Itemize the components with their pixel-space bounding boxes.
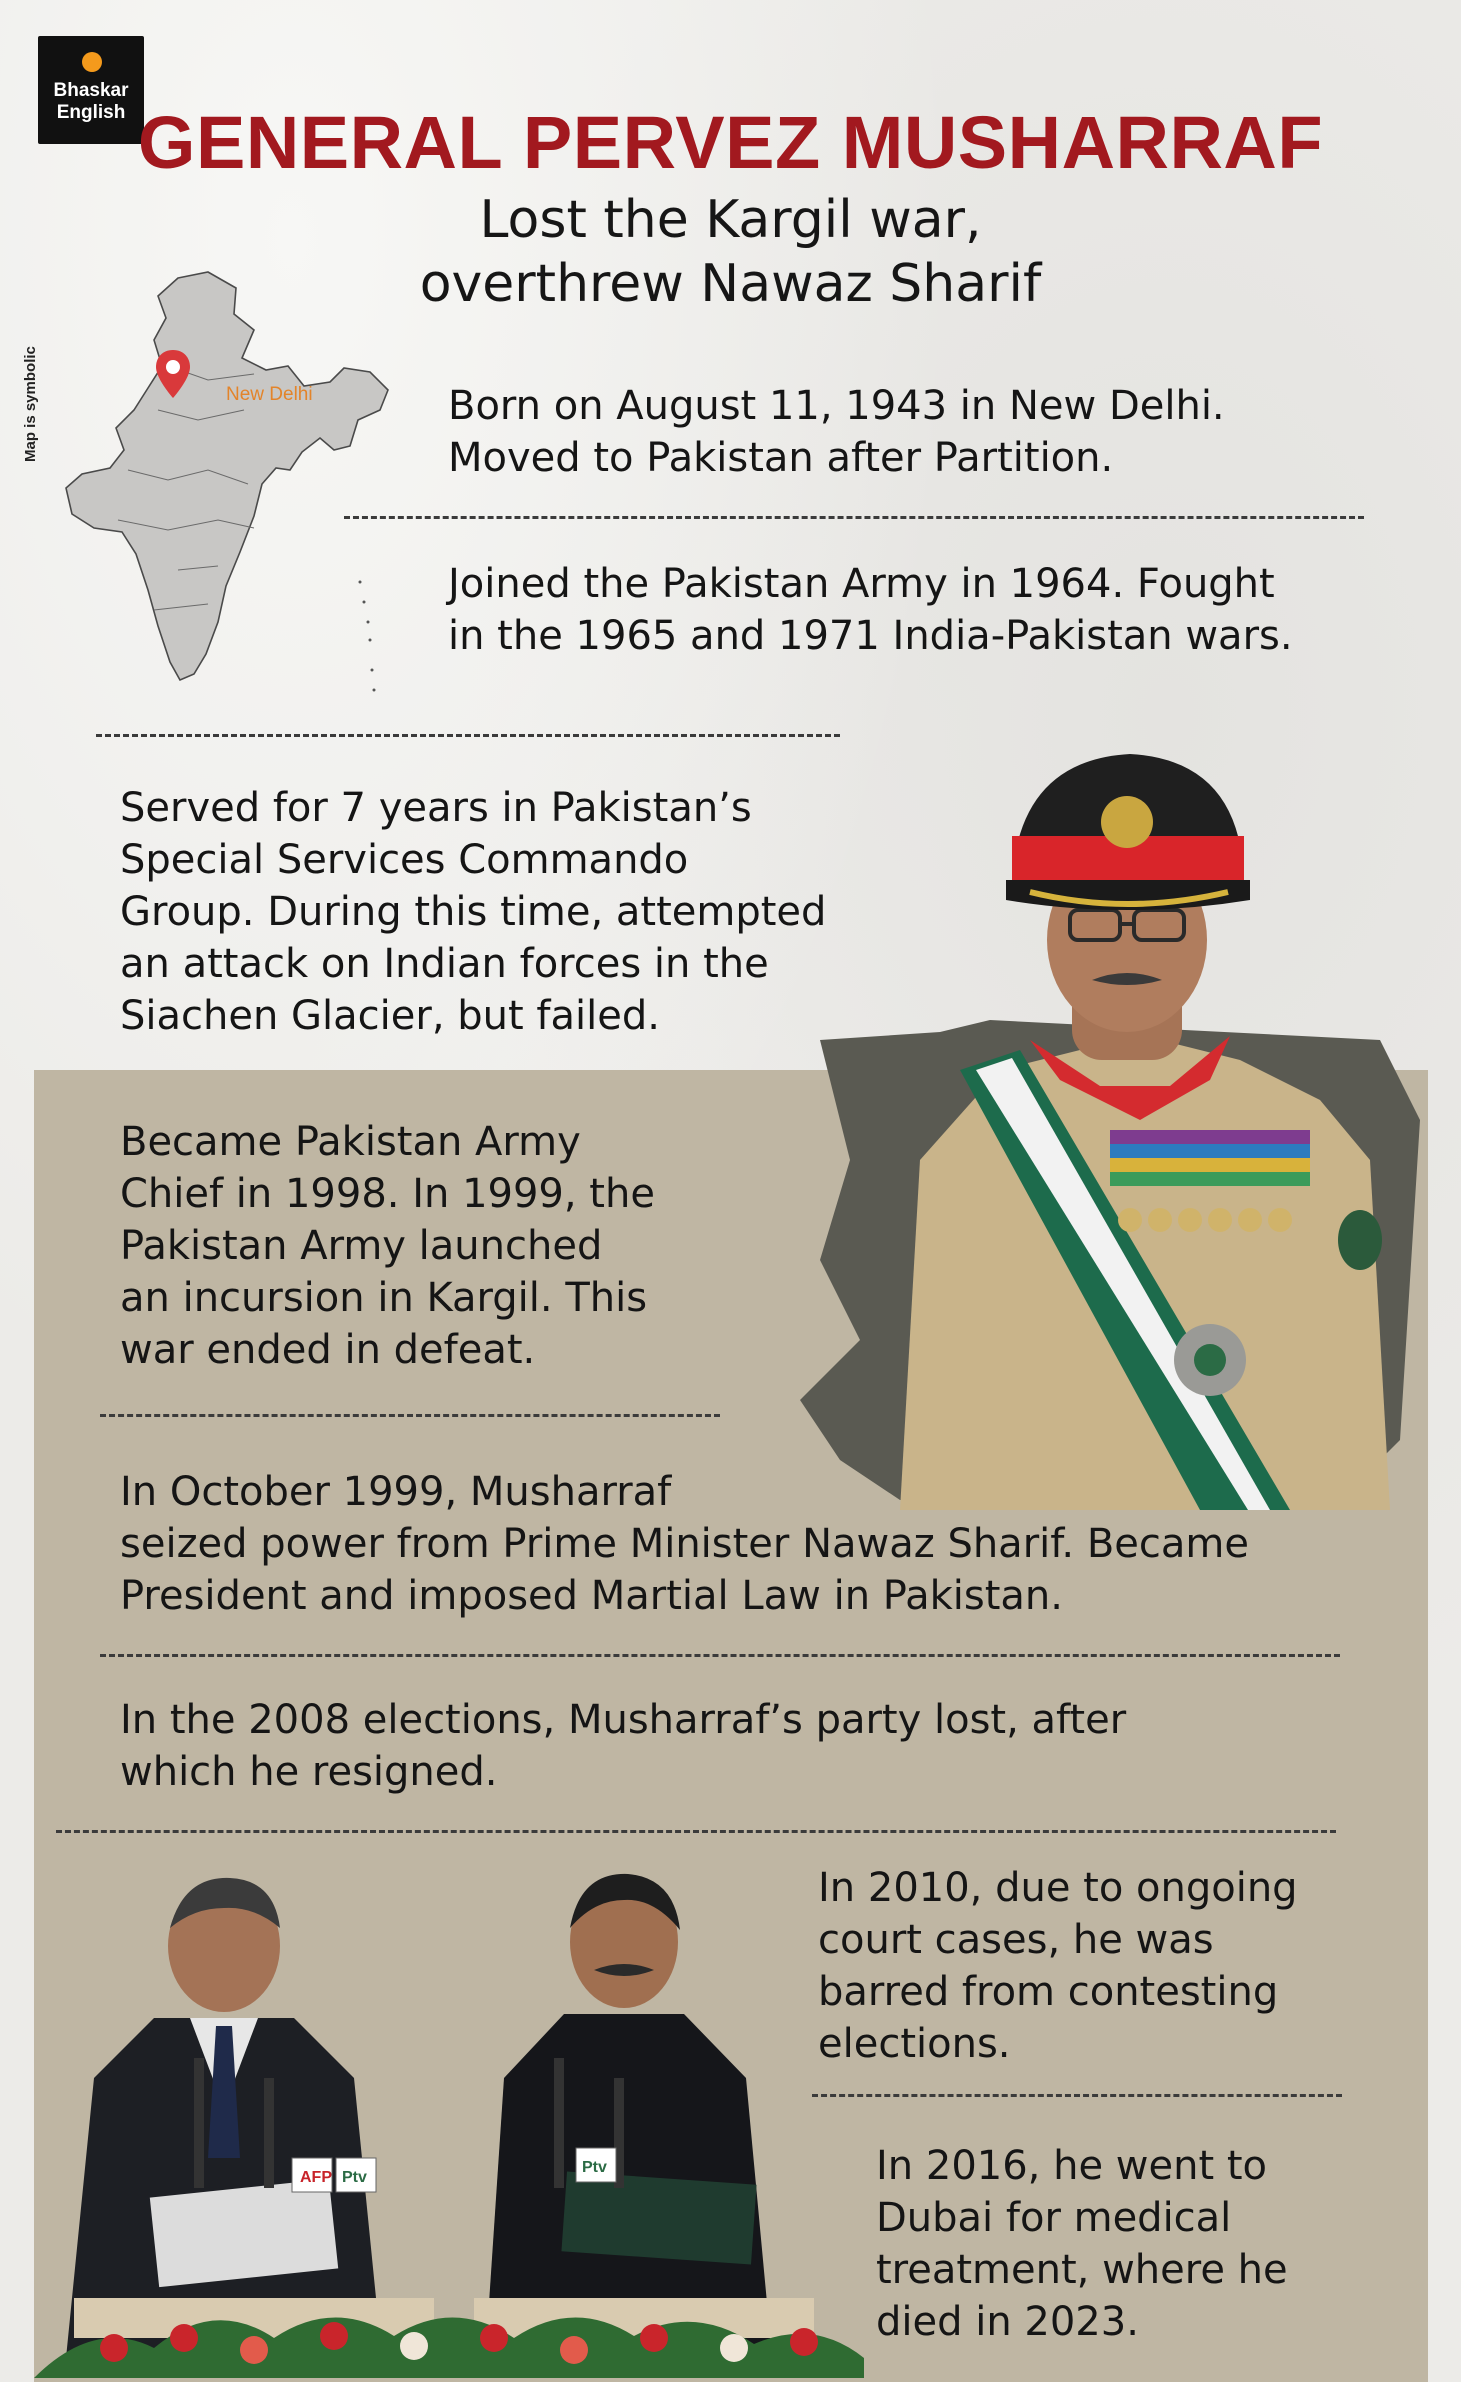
mic-label-ptv: Ptv	[342, 2169, 367, 2186]
divider	[344, 516, 1364, 519]
fact-line: an attack on Indian forces in the	[120, 941, 769, 987]
fact-death	[876, 2140, 1288, 2348]
fact-army-chief	[120, 1116, 655, 1376]
fact-line: barred from contesting	[818, 1969, 1279, 2015]
divider	[812, 2094, 1342, 2097]
divider	[56, 1830, 1336, 1833]
fact-line: Born on August 11, 1943 in New Delhi.	[448, 383, 1225, 429]
fact-line: court cases, he was	[818, 1917, 1214, 1963]
mic-label-afp: AFP	[300, 2169, 332, 2186]
logo-dot	[82, 52, 102, 72]
subtitle-line1: Lost the Kargil war,	[479, 190, 982, 250]
fact-line: elections.	[818, 2021, 1011, 2067]
brand-line1: Bhaskar	[53, 80, 129, 101]
map-note: Map is symbolic	[22, 346, 39, 462]
mic-label-ptv-2: Ptv	[582, 2159, 607, 2176]
fact-line: Special Services Commando	[120, 837, 689, 883]
fact-birth	[448, 380, 1225, 484]
musharraf-portrait	[780, 740, 1420, 1510]
fact-line: Moved to Pakistan after Partition.	[448, 435, 1114, 481]
divider	[100, 1654, 1340, 1657]
fact-line: Siachen Glacier, but failed.	[120, 993, 660, 1039]
fact-line: an incursion in Kargil. This	[120, 1275, 648, 1321]
fact-line: Served for 7 years in Pakistan’s	[120, 785, 752, 831]
subtitle-line2: overthrew Nawaz Sharif	[419, 254, 1042, 314]
divider	[96, 734, 840, 737]
fact-ssg	[120, 782, 826, 1042]
fact-line: which he resigned.	[120, 1749, 498, 1795]
fact-line: Pakistan Army launched	[120, 1223, 603, 1269]
fact-line: died in 2023.	[876, 2299, 1139, 2345]
location-pin-icon	[154, 348, 192, 400]
map-pin-label: New Delhi	[226, 384, 313, 405]
fact-coup	[120, 1466, 1249, 1622]
fact-line: In 2010, due to ongoing	[818, 1865, 1298, 1911]
fact-line: In 2016, he went to	[876, 2143, 1267, 2189]
fact-line: Chief in 1998. In 1999, the	[120, 1171, 655, 1217]
fact-line: war ended in defeat.	[120, 1327, 536, 1373]
fact-line: seized power from Prime Minister Nawaz Sharif. Became	[120, 1521, 1249, 1567]
fact-line: Joined the Pakistan Army in 1964. Fought	[448, 561, 1275, 607]
fact-line: Became Pakistan Army	[120, 1119, 581, 1165]
brand-line2: English	[56, 102, 126, 123]
fact-line: In the 2008 elections, Musharraf’s party lost, after	[120, 1697, 1127, 1743]
fact-line: In October 1999, Musharraf	[120, 1469, 672, 1515]
page-title: GENERAL PERVEZ MUSHARRAF	[137, 101, 1324, 184]
swearing-in-photo	[34, 1858, 864, 2378]
divider	[100, 1414, 720, 1417]
fact-line: Group. During this time, attempted	[120, 889, 827, 935]
fact-2008-elections	[120, 1694, 1126, 1798]
fact-army-join	[448, 558, 1293, 662]
fact-line: President and imposed Martial Law in Pakistan.	[120, 1573, 1063, 1619]
fact-2010-ban	[818, 1862, 1298, 2070]
fact-line: in the 1965 and 1971 India-Pakistan wars.	[448, 613, 1293, 659]
fact-line: Dubai for medical	[876, 2195, 1232, 2241]
fact-line: treatment, where he	[876, 2247, 1288, 2293]
india-map	[58, 270, 418, 700]
